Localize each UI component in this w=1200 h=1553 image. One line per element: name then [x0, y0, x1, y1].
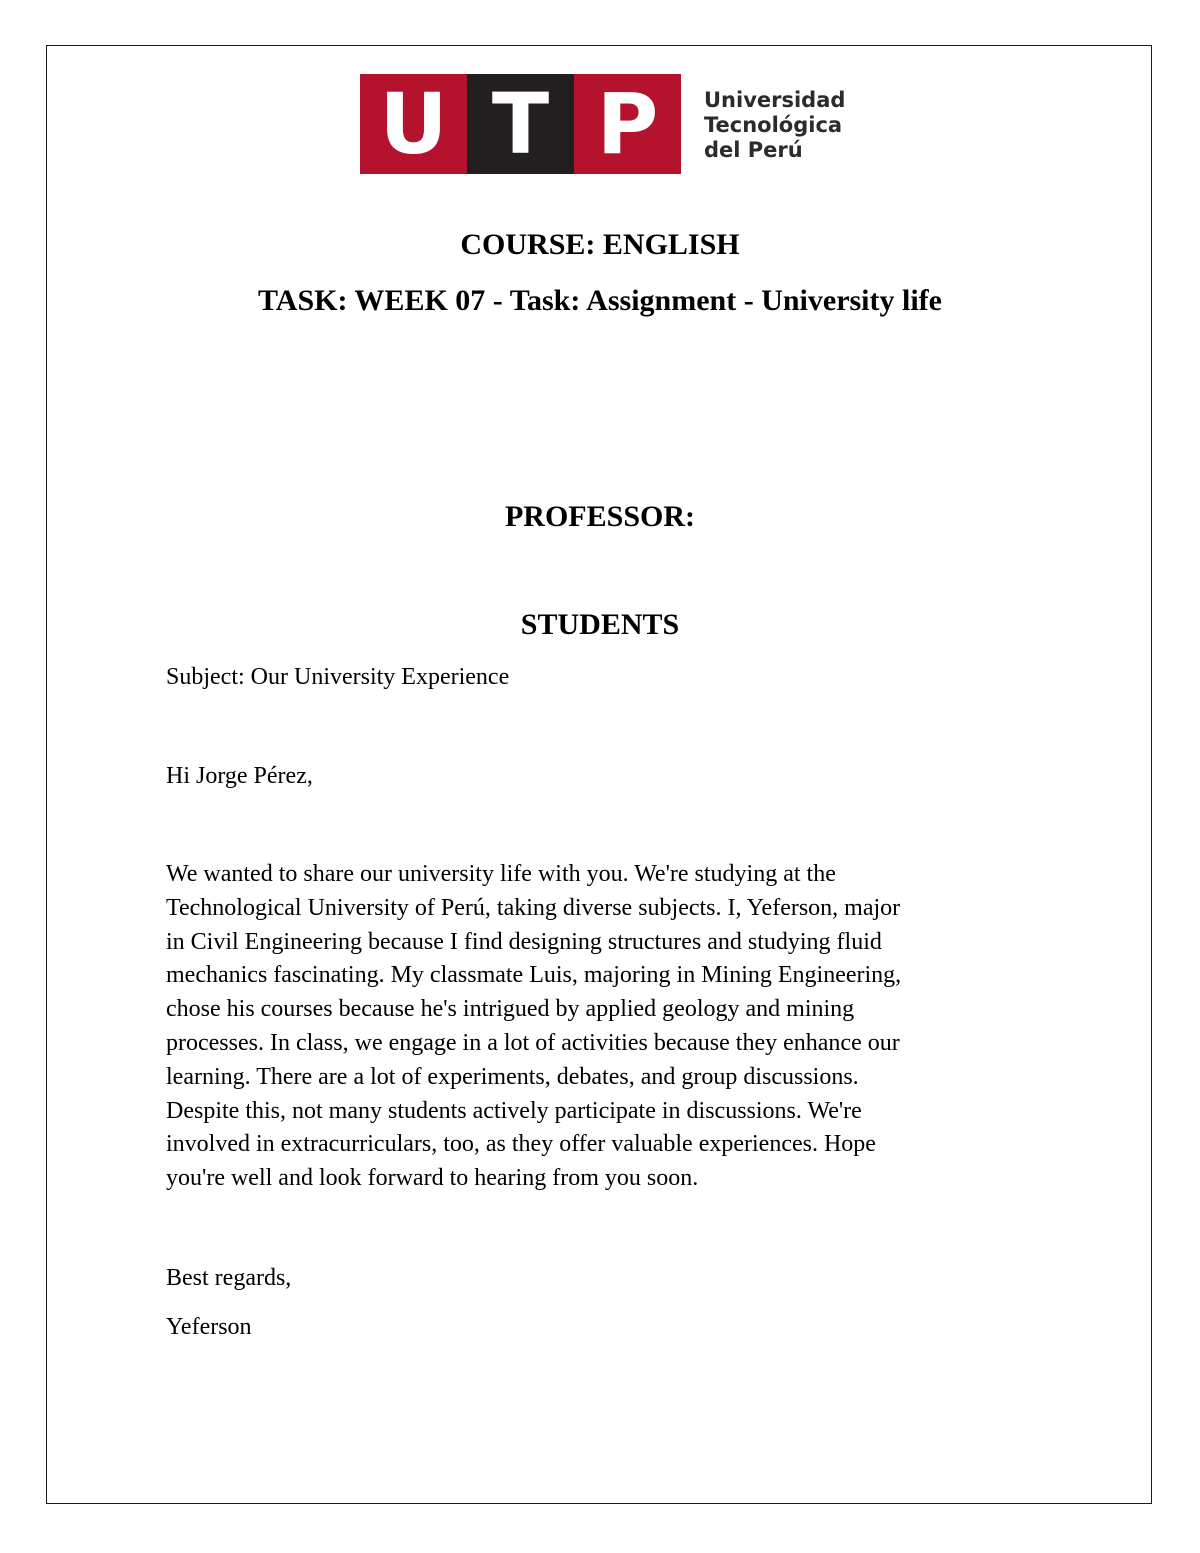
logo-wordmark — [704, 88, 845, 163]
letter-signature: Yeferson — [166, 1314, 252, 1340]
body-line: chose his courses because he's intrigued by applied geology and mining — [166, 996, 855, 1023]
body-line: learning. There are a lot of experiments, debates, and group discussions. — [166, 1063, 859, 1090]
letter-greeting: Hi Jorge Pérez, — [166, 763, 313, 789]
utp-logo — [360, 74, 860, 174]
logo-text-line: Universidad — [704, 88, 846, 112]
body-line: Despite this, not many students actively participate in discussions. We're — [166, 1097, 862, 1124]
professor-label: PROFESSOR: — [504, 500, 696, 533]
logo-letter-u: U — [360, 74, 467, 174]
letter-body — [166, 858, 1026, 1196]
body-line: involved in extracurriculars, too, as they offer valuable experiences. Hope — [166, 1131, 876, 1158]
letter-closing: Best regards, — [166, 1265, 292, 1291]
body-line: mechanics fascinating. My classmate Luis, majoring in Mining Engineering, — [166, 962, 902, 989]
logo-letter-p: P — [574, 74, 681, 174]
body-line: you're well and look forward to hearing from you soon. — [166, 1165, 699, 1192]
logo-text-line: del Perú — [704, 138, 803, 162]
course-title: COURSE: ENGLISH — [460, 228, 740, 261]
task-title: TASK: WEEK 07 - Task: Assignment - University life — [258, 284, 942, 317]
body-line: We wanted to share our university life with you. We're studying at the — [166, 861, 836, 887]
body-line: processes. In class, we engage in a lot of activities because they enhance our — [166, 1029, 900, 1056]
logo-letter-t: T — [467, 74, 574, 174]
logo-text-line: Tecnológica — [704, 113, 843, 137]
body-line: Technological University of Perú, taking diverse subjects. I, Yeferson, major — [166, 894, 901, 921]
letter-subject: Subject: Our University Experience — [166, 664, 510, 690]
body-line: in Civil Engineering because I find designing structures and studying fluid — [166, 928, 882, 955]
students-label: STUDENTS — [520, 608, 680, 641]
